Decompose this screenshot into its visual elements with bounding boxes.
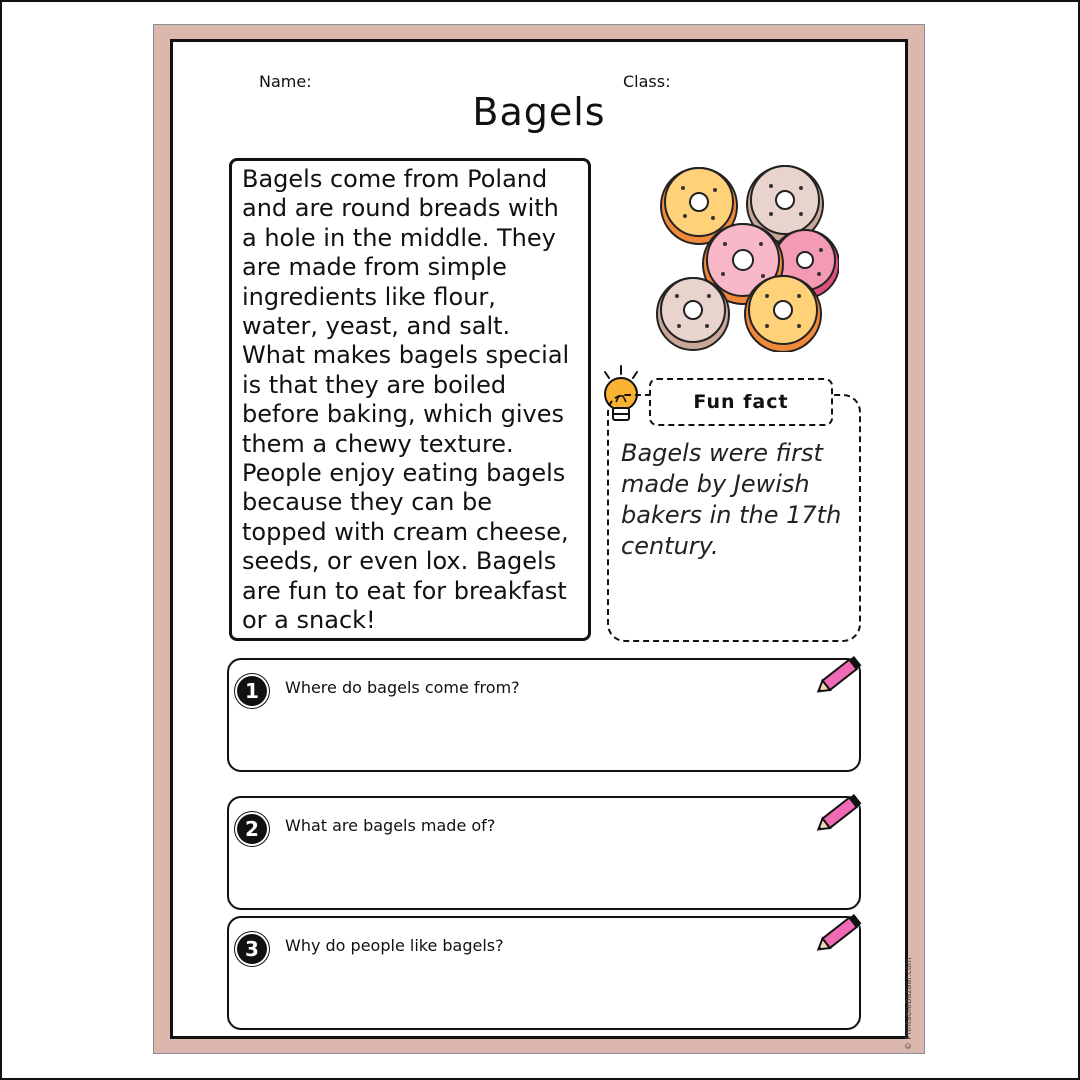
question-2[interactable] xyxy=(227,796,861,910)
reading-text: Bagels come from Poland and are round breads with a hole in the middle. They are made from simple ingredients like flour, water, yeast, and salt. What makes bagels special is that they are boiled before baking, which gives them a chewy texture. People enjoy eating bagels because they can be topped with cream cheese, seeds, or even lox. Bagels are fun to eat for breakfast or a snack! xyxy=(242,165,570,635)
question-number: 1 xyxy=(237,676,267,706)
pencil-icon xyxy=(813,652,869,698)
name-label: Name: xyxy=(259,72,312,91)
question-number: 2 xyxy=(237,814,267,844)
question-text: Why do people like bagels? xyxy=(285,936,504,955)
question-number: 3 xyxy=(237,934,267,964)
question-1[interactable] xyxy=(227,658,861,772)
question-text: Where do bagels come from? xyxy=(285,678,520,697)
reading-passage xyxy=(229,158,591,641)
question-3[interactable] xyxy=(227,916,861,1030)
worksheet-border xyxy=(153,24,925,1054)
pencil-icon xyxy=(813,910,869,956)
worksheet-page xyxy=(170,39,913,1050)
fun-fact-label: Fun fact xyxy=(649,378,833,426)
fun-fact-text: Bagels were first made by Jewish bakers in the 17th century. xyxy=(621,439,842,560)
credit-text: © PrintableBazaar.com xyxy=(904,957,913,1050)
class-label: Class: xyxy=(623,72,671,91)
pencil-icon xyxy=(813,790,869,836)
question-text: What are bagels made of? xyxy=(285,816,496,835)
page-title: Bagels xyxy=(472,90,606,134)
donuts-illustration xyxy=(655,160,839,352)
